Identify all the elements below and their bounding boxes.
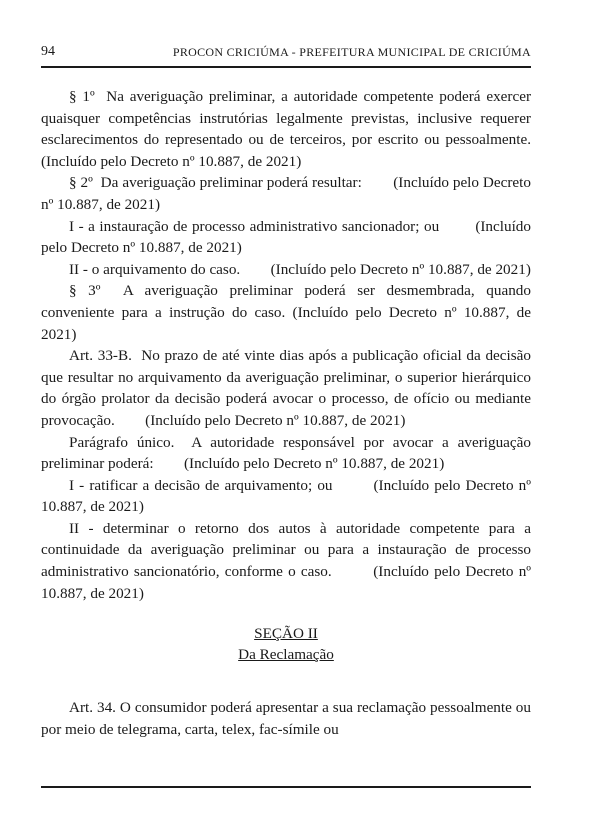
- paragraph-item-ii: II - o arquivamento do caso. (Incluído pelo Decreto nº 10.887, de 2021): [69, 260, 531, 278]
- footer-rule: [41, 786, 531, 788]
- page-number: 94: [41, 44, 55, 59]
- paragraph-art-33b: Art. 33-B. No prazo de até vinte dias após a publicação oficial da decisão que resultar no arquivamento da averiguação preliminar, o superior hierárquico do órgão prolator da decisão poderá avocar o processo, de ofício ou mediante provocação. (Incluído pelo Decreto nº 10.887, de 2021): [41, 347, 535, 429]
- paragraph-art-34: Art. 34. O consumidor poderá apresentar a sua reclamação pessoalmente ou por meio de telegrama, carta, telex, fac-símile ou: [41, 699, 531, 738]
- paragraph-art-33b-item-i: I - ratificar a decisão de arquivamento; ou (Incluído pelo Decreto nº 10.887, de 2021): [41, 476, 535, 516]
- section-subtitle: Da Reclamação: [238, 646, 334, 664]
- section-heading: [41, 623, 531, 665]
- paragraph-item-i: I - a instauração de processo administrativo sancionador; ou (Incluído pelo Decreto nº 10.887, de 2021): [41, 217, 535, 257]
- page-header: [41, 40, 531, 68]
- running-head: PROCON CRICIÚMA - PREFEITURA MUNICIPAL DE CRICIÚMA: [172, 45, 531, 59]
- paragraph-art-33a-par-2: § 2º Da averiguação preliminar poderá resultar: (Incluído pelo Decreto nº 10.887, de 2021): [41, 174, 535, 213]
- document-body: [41, 86, 562, 740]
- paragraph-art-33a-par-1: § 1º Na averiguação preliminar, a autoridade competente poderá exercer quaisquer competências instrutórias legalmente previstas, inclusive requerer esclarecimentos do representado ou de terceiros, por escrito ou pessoalmente. (Incluído pelo Decreto nº 10.887, de 2021): [41, 88, 562, 170]
- paragraph-art-33b-item-ii: II - determinar o retorno dos autos à autoridade competente para a continuidade da averiguação preliminar ou para a instauração de processo administrativo sancionatório, conforme o caso. (Incluído pelo Decreto nº 10.887, de 2021): [41, 519, 535, 602]
- section-spacer: [41, 665, 531, 697]
- section-title: SEÇÃO II: [254, 625, 318, 643]
- paragraph-art-33a-par-3: § 3º A averiguação preliminar poderá ser desmembrada, quando conveniente para a instrução do caso. (Incluído pelo Decreto nº 10.887, de 2021): [41, 282, 535, 343]
- paragraph-art-33b-single: Parágrafo único. A autoridade responsável por avocar a averiguação preliminar poderá: (Incluído pelo Decreto nº 10.887, de 2021): [41, 433, 535, 473]
